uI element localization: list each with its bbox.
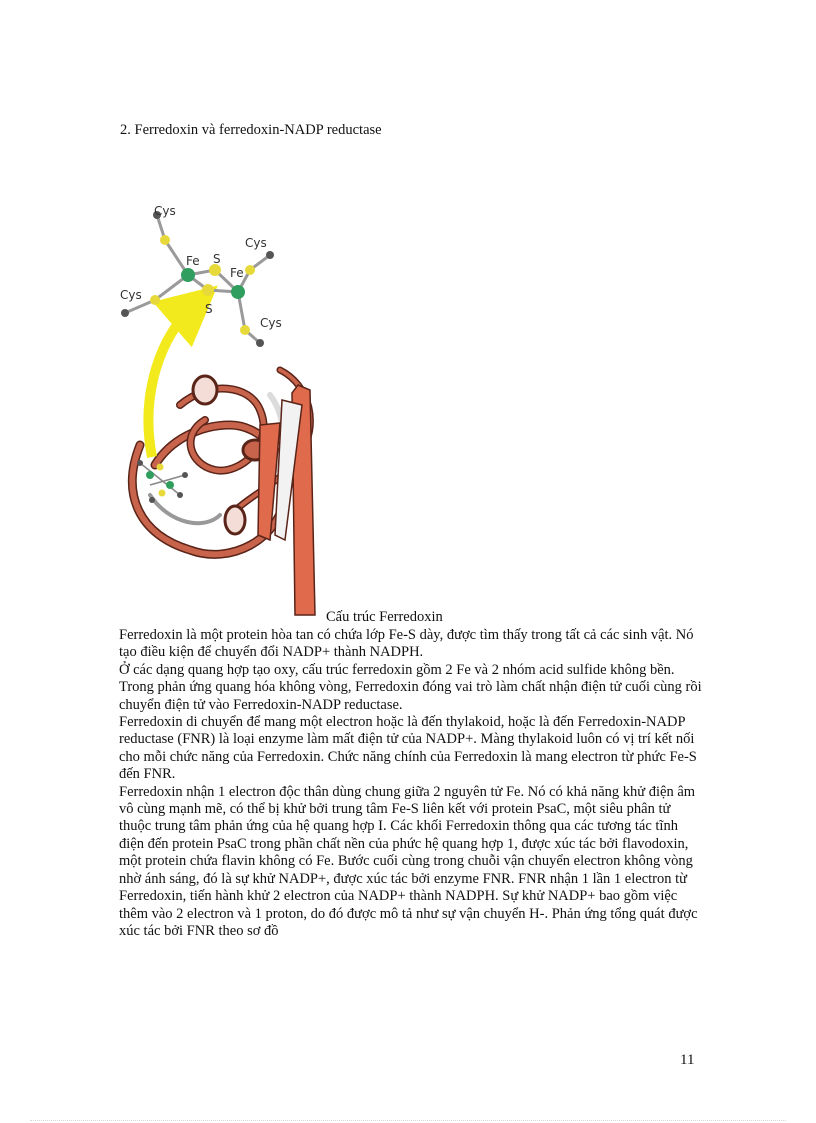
- figure-caption: Cấu trúc Ferredoxin: [326, 609, 443, 625]
- page-number: 11: [680, 1052, 695, 1068]
- footer-divider: [30, 1120, 786, 1121]
- ferredoxin-structure-figure: [110, 195, 340, 625]
- label-s-bottom: S: [205, 302, 213, 316]
- paragraph: Ferredoxin là một protein hòa tan có chứa lớp Fe-S dày, được tìm thấy trong tất cả các sinh vật. Nó tạo điều kiện để chuyển đổi NADP+ thành NADPH.: [119, 627, 694, 661]
- label-fe-left: Fe: [186, 254, 200, 268]
- label-s-top: S: [213, 252, 221, 266]
- paragraph: Ở các dạng quang hợp tạo oxy, cấu trúc ferredoxin gồm 2 Fe và 2 nhóm acid sulfide không bền.: [119, 661, 675, 678]
- fes-cluster-large: [125, 215, 270, 343]
- atoms: [121, 211, 274, 347]
- paragraph: Ferredoxin nhận 1 electron độc thân dùng chung giữa 2 nguyên tử Fe. Nó có khả năng khử điện âm vô cùng mạnh mẽ, có thể bị khử bởi trung tâm Fe-S liên kết với protein PsaC, một siêu phân tử thuộc trung tâm phản ứng của hệ quang hợp I. Các khối Ferredoxin thông qua các tương tác tĩnh điện đến protein PsaC trong phần chất nền của phức hệ quang hợp 1, được xúc tác bởi flavodoxin, một protein chứa flavin không có Fe. Bước cuối cùng trong chuỗi vận chuyển electron không vòng nhờ ánh sáng, đó là sự khử NADP+, được xúc tác bởi enzyme FNR. FNR nhận 1 lần 1 electron từ Ferredoxin, tiến hành khử 2 electron của NADP+ thành NADPH. Sự khử NADP+ bao gồm việc thêm vào 2 electron và 1 proton, do đó được mô tả như sự vận chuyển H-. Phản ứng tổng quát được xúc tác bởi FNR theo sơ đồ: [119, 783, 698, 939]
- paragraph: Trong phản ứng quang hóa không vòng, Ferredoxin đóng vai trò làm chất nhận điện tử cuối cùng rồi chuyển điện tử vào Ferredoxin-NADP reductase.: [119, 679, 702, 713]
- paragraph: Ferredoxin di chuyển để mang một electron hoặc là đến thylakoid, hoặc là đến Ferredoxin-NADP reductase (FNR) là loại enzyme làm mất điện tử của NADP+. Màng thylakoid luôn có vị trí kết nối cho mỗi chức năng của Ferredoxin. Chức năng chính của Ferredoxin là mang electron từ phức Fe-S đến FNR.: [119, 714, 697, 783]
- section-heading: 2. Ferredoxin và ferredoxin-NADP reductase: [120, 122, 382, 138]
- label-cys-top: Cys: [154, 204, 176, 218]
- fes-cluster-small: [137, 460, 188, 503]
- label-cys-upper-right: Cys: [245, 236, 267, 250]
- label-cys-lower-right: Cys: [260, 316, 282, 330]
- label-fe-right: Fe: [230, 266, 244, 280]
- body-text: [119, 627, 705, 940]
- label-cys-left: Cys: [120, 288, 142, 302]
